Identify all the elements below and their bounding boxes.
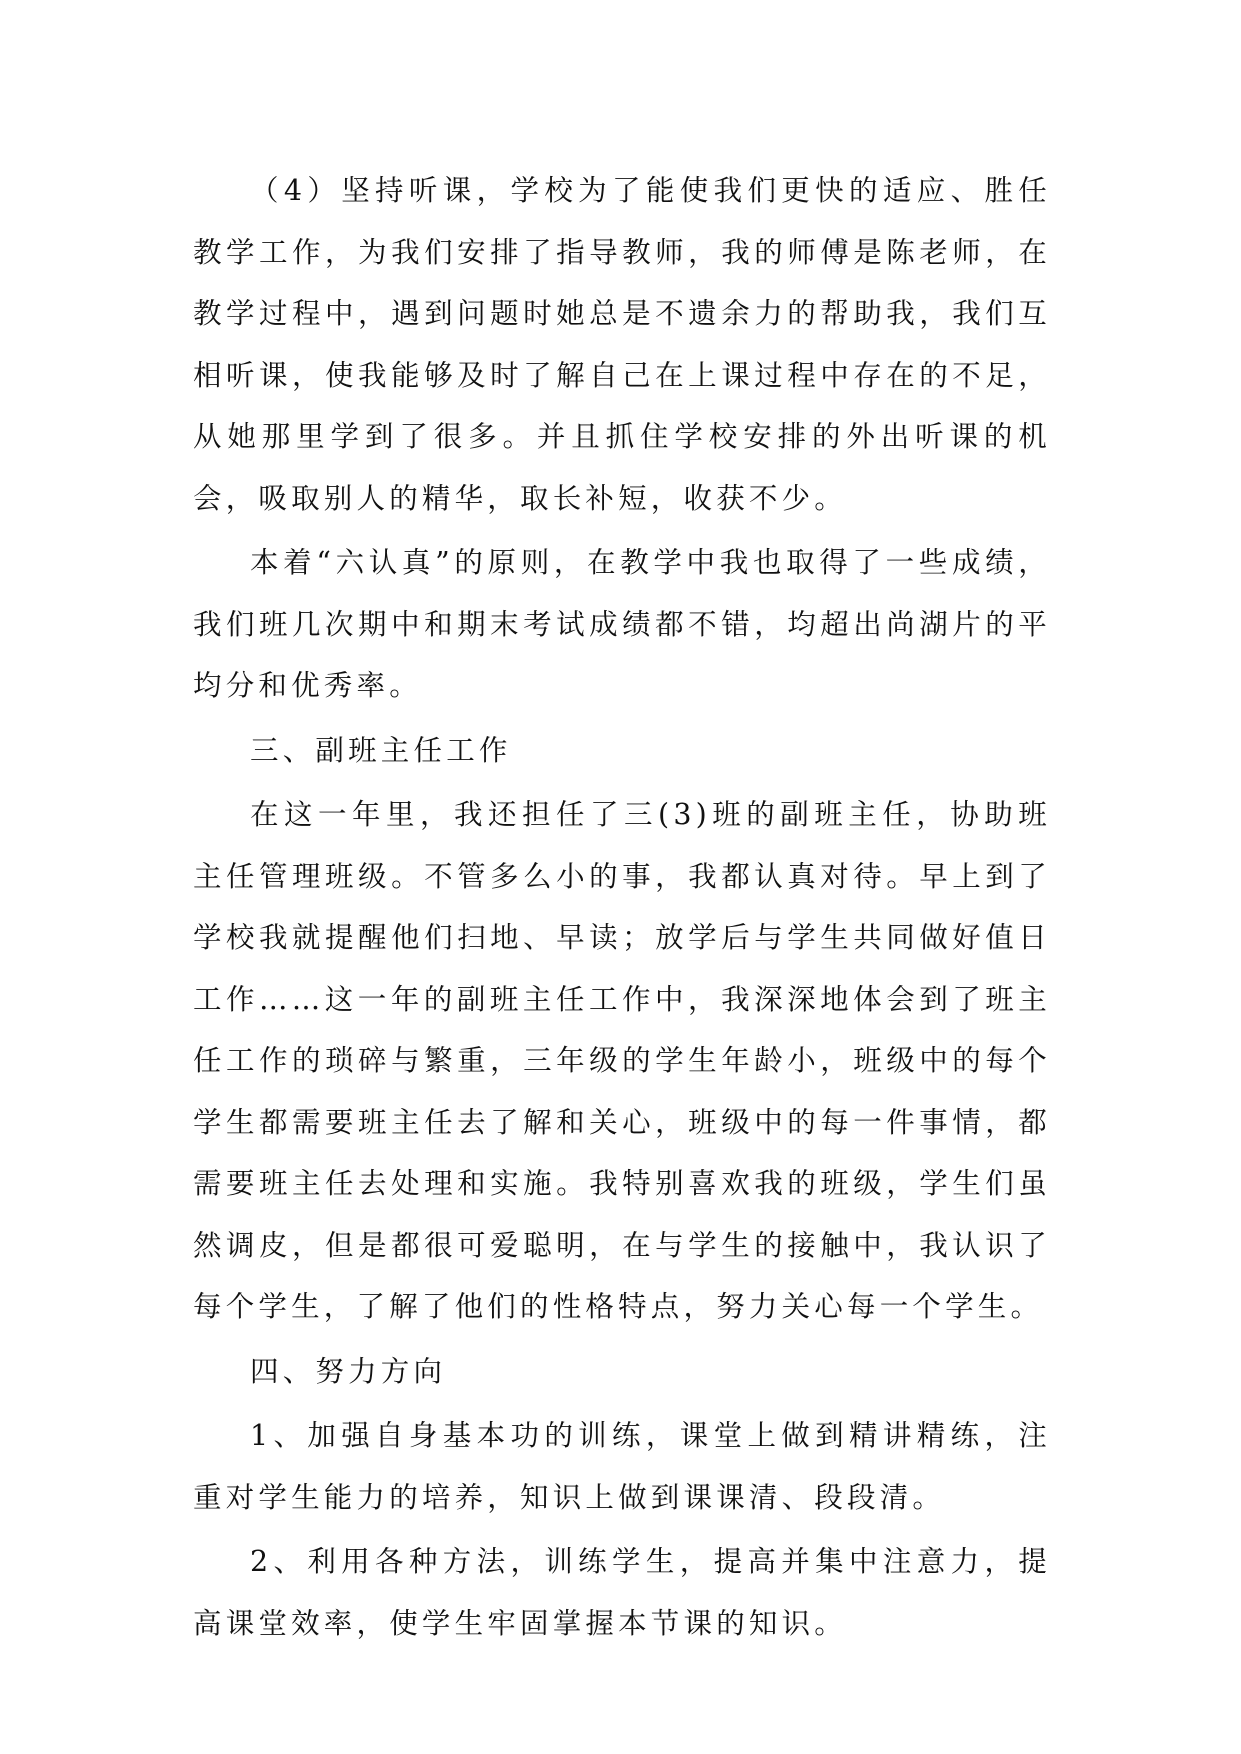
paragraph-listening-lessons: （4）坚持听课，学校为了能使我们更快的适应、胜任教学工作，为我们安排了指导教师，我的师傅是陈老师，在教学过程中，遇到问题时她总是不遗余力的帮助我，我们互相听课，使我能够及时了解自己在上课过程中存在的不足，从她那里学到了很多。并且抓住学校安排的外出听课的机会，吸取别人的精华，取长补短，收获不少。 bbox=[193, 174, 1051, 515]
document-body bbox=[193, 160, 1051, 1654]
section-heading-improvement-direction: 四、努力方向 bbox=[250, 1354, 447, 1388]
paragraph-deputy-head-teacher-work: 在这一年里，我还担任了三(3)班的副班主任，协助班主任管理班级。不管多么小的事，我都认真对待。早上到了学校我就提醒他们扫地、早读；放学后与学生共同做好值日工作……这一年的副班主任工作中，我深深地体会到了班主任工作的琐碎与繁重，三年级的学生年龄小，班级中的每个学生都需要班主任去了解和关心，班级中的每一件事情，都需要班主任去处理和实施。我特别喜欢我的班级，学生们虽然调皮，但是都很可爱聪明，在与学生的接触中，我认识了每个学生，了解了他们的性格特点，努力关心每一个学生。 bbox=[193, 798, 1051, 1323]
list-item-improvement-1: 1、加强自身基本功的训练，课堂上做到精讲精练，注重对学生能力的培养，知识上做到课课清、段段清。 bbox=[193, 1419, 1051, 1514]
paragraph-six-earnest-results: 本着“六认真”的原则，在教学中我也取得了一些成绩，我们班几次期中和期末考试成绩都不错，均超出尚湖片的平均分和优秀率。 bbox=[193, 546, 1051, 702]
section-heading-deputy-head-teacher: 三、副班主任工作 bbox=[250, 733, 512, 767]
list-item-improvement-2: 2、利用各种方法，训练学生，提高并集中注意力，提高课堂效率，使学生牢固掌握本节课的知识。 bbox=[193, 1545, 1051, 1640]
